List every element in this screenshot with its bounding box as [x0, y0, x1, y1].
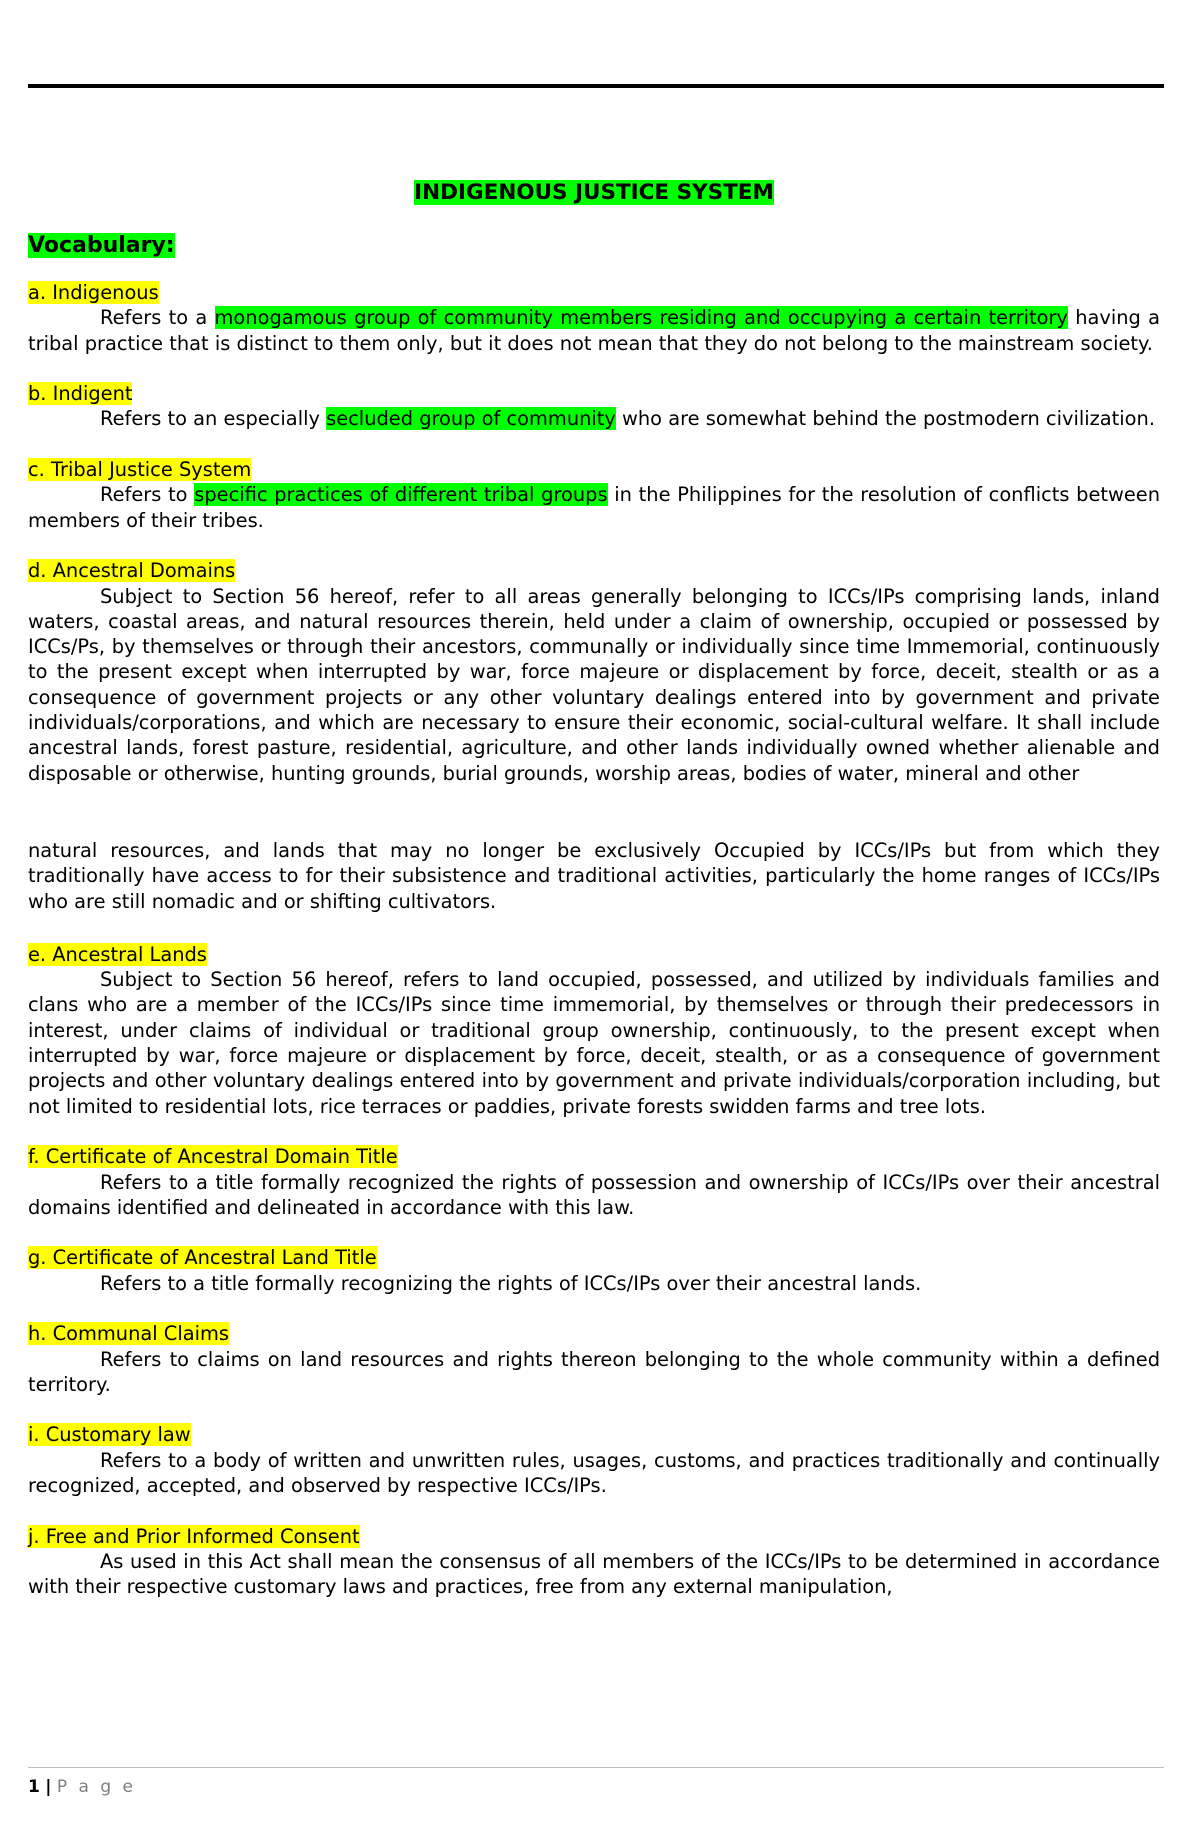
vocab-entry-customary-law: [28, 1422, 1160, 1498]
vocab-entry-communal-claims: [28, 1321, 1160, 1397]
entry-term: [28, 1524, 1160, 1549]
entry-term-text: h. Communal Claims: [28, 1322, 229, 1346]
entry-definition: [28, 482, 1160, 533]
definition-text: in the Philippines for the resolution of conflicts between members of their tribes.: [28, 483, 1161, 532]
entry-term-text: e. Ancestral Lands: [28, 942, 207, 966]
vocab-entry-indigent: [28, 381, 1160, 432]
entry-term: [28, 558, 1160, 583]
entry-definition: Refers to claims on land resources and rights thereon belonging to the whole community within a defined territory.: [28, 1347, 1160, 1396]
page-footer: [28, 1776, 136, 1798]
definition-text: who are somewhat behind the postmodern civilization.: [615, 407, 1155, 431]
vocabulary-heading-text: Vocabulary:: [28, 233, 175, 258]
entry-definition: As used in this Act shall mean the consensus of all members of the ICCs/IPs to be determined in accordance with their respective customary laws and practices, free from any external manipulation,: [28, 1549, 1160, 1599]
definition-highlight: specific practices of different tribal groups: [194, 483, 608, 507]
definition-text: having a tribal practice that is distinct to them only, but it does not mean that they do not belong to the mainstream society.: [28, 306, 1161, 355]
vocab-entry-ancestral-lands: [28, 942, 1160, 1119]
entry-term-text: i. Customary law: [28, 1423, 191, 1447]
entry-term-text: j. Free and Prior Informed Consent: [28, 1524, 360, 1548]
entry-term-text: d. Ancestral Domains: [28, 559, 236, 583]
entry-term: [28, 1321, 1160, 1346]
document-title-text: INDIGENOUS JUSTICE SYSTEM: [414, 180, 774, 205]
entry-term-text: f. Certificate of Ancestral Domain Title: [28, 1145, 398, 1169]
entry-definition: Subject to Section 56 hereof, refers to land occupied, possessed, and utilized by individuals families and clans who are a member of the ICCs/IPs since time immemorial, by themselves or through their predecessors in interest, under claims of individual or traditional group ownership, continuously, to the present except when interrupted by war, force majeure or displacement by force, deceit, stealth, or as a consequence of government projects and other voluntary dealings entered into by government and private individuals/corporation including, but not limited to residential lots, rice terraces or paddies, private forests swidden farms and tree lots.: [28, 968, 1160, 1118]
definition-highlight: monogamous group of community members residing and occupying a certain territory: [214, 306, 1068, 330]
entry-term: [28, 457, 1160, 482]
page-number: 1: [28, 1777, 40, 1797]
entry-definition: Refers to a title formally recognized the rights of possession and ownership of ICCs/IPs over their ancestral domains identified and delineated in accordance with this law.: [28, 1170, 1160, 1219]
footer-rule: [28, 1767, 1164, 1768]
entry-definition: [28, 305, 1160, 356]
entry-term: [28, 381, 1160, 406]
entry-term-text: c. Tribal Justice System: [28, 458, 252, 482]
entry-term: [28, 280, 1160, 305]
vocab-entry-calt: [28, 1245, 1160, 1296]
footer-separator: |: [45, 1777, 52, 1797]
vocab-entry-tribal-justice-system: [28, 457, 1160, 533]
entry-term-text: g. Certificate of Ancestral Land Title: [28, 1246, 377, 1270]
definition-text: Refers to a: [100, 306, 215, 330]
vocab-entry-ancestral-domains: [28, 558, 1160, 914]
definition-text: Refers to: [100, 483, 195, 507]
vocabulary-heading: [28, 231, 1160, 261]
entry-term: [28, 1144, 1160, 1169]
entry-term: [28, 942, 1160, 967]
entry-definition: [28, 406, 1160, 431]
vocab-entry-cadt: [28, 1144, 1160, 1220]
entry-term: [28, 1245, 1160, 1270]
document-title: [28, 178, 1160, 208]
vocab-entry-indigenous: [28, 280, 1160, 356]
definition-text: Refers to an especially: [100, 407, 327, 431]
entry-term: [28, 1422, 1160, 1447]
entry-term-text: a. Indigenous: [28, 281, 159, 304]
vocab-entry-fpic: [28, 1524, 1160, 1600]
entry-definition: Refers to a title formally recognizing the rights of ICCs/IPs over their ancestral lands.: [100, 1271, 922, 1295]
entry-definition: Subject to Section 56 hereof, refer to all areas generally belonging to ICCs/IPs comprising lands, inland waters, coastal areas, and natural resources therein, held under a claim of ownership, occupied or possessed by ICCs/Ps, by themselves or through their ancestors, communally or individually since time Immemorial, continuously to the present except when interrupted by war, force majeure or displacement by force, deceit, stealth or as a consequence of government projects or any other voluntary dealings entered into by government and private individuals/corporations, and which are necessary to ensure their economic, social-cultural welfare. It shall include ancestral lands, forest pasture, residential, agriculture, and other lands individually owned whether alienable and disposable or otherwise, hunting grounds, burial grounds, worship areas, bodies of water, mineral and other: [28, 584, 1160, 785]
entry-definition-continued: natural resources, and lands that may no longer be exclusively Occupied by ICCs/IPs but from which they traditionally have access to for their subsistence and traditional activities, particularly the home ranges of ICCs/IPs who are still nomadic and or shifting cultivators.: [28, 838, 1160, 913]
entry-term-text: b. Indigent: [28, 382, 133, 406]
document-body: [28, 178, 1160, 1600]
header-rule: [28, 84, 1164, 88]
definition-highlight: secluded group of community: [326, 407, 616, 431]
page-label: P a g e: [56, 1777, 137, 1797]
entry-definition: Refers to a body of written and unwritten rules, usages, customs, and practices traditionally and continually recognized, accepted, and observed by respective ICCs/IPs.: [28, 1448, 1160, 1498]
